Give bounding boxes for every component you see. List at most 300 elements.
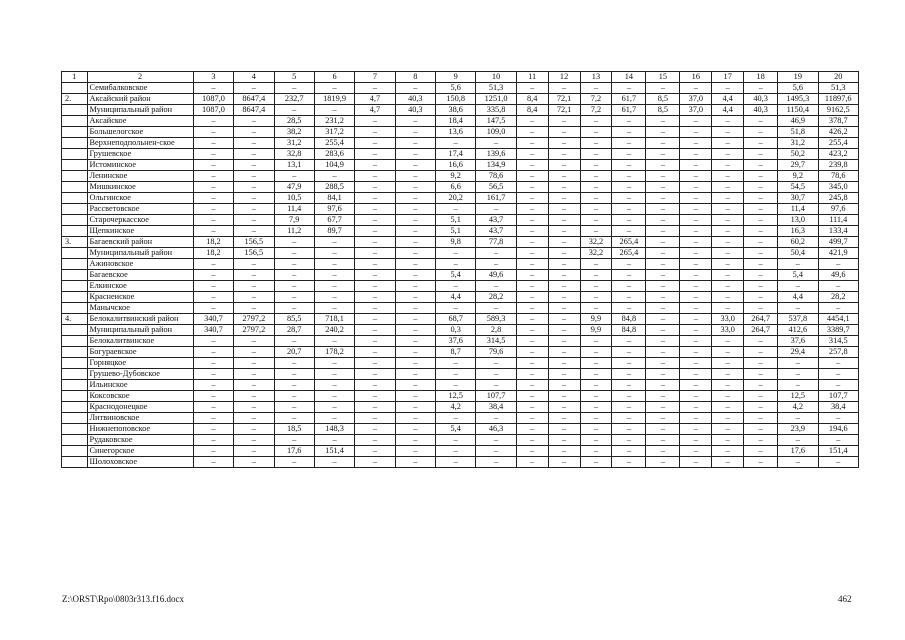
table-cell: – [193, 380, 233, 391]
table-cell: 8,5 [646, 105, 680, 116]
table-cell: – [516, 424, 548, 435]
table-cell: – [274, 457, 314, 468]
table-cell: 104,9 [314, 160, 354, 171]
table-cell: – [355, 259, 395, 270]
table-cell: – [580, 435, 612, 446]
table-cell: – [476, 446, 516, 457]
table-cell: – [744, 127, 778, 138]
table-cell: – [680, 325, 712, 336]
table-cell: – [680, 171, 712, 182]
table-cell: 61,7 [612, 105, 646, 116]
table-cell: – [395, 358, 435, 369]
row-number [62, 380, 88, 391]
table-cell: 32,2 [580, 237, 612, 248]
table-cell: 50,2 [778, 149, 818, 160]
table-cell: – [395, 215, 435, 226]
table-cell: 16,6 [436, 160, 476, 171]
table-cell: – [612, 380, 646, 391]
table-cell: – [680, 457, 712, 468]
table-cell: – [355, 215, 395, 226]
table-cell: 156,5 [234, 237, 274, 248]
table-cell: – [712, 237, 744, 248]
table-cell: – [744, 237, 778, 248]
row-number [62, 446, 88, 457]
row-number [62, 413, 88, 424]
table-cell: – [274, 435, 314, 446]
table-cell: – [436, 303, 476, 314]
table-cell: – [712, 149, 744, 160]
table-cell: – [516, 358, 548, 369]
table-cell: – [548, 281, 580, 292]
table-cell: – [744, 336, 778, 347]
table-cell: – [516, 281, 548, 292]
table-cell: – [712, 281, 744, 292]
table-cell: 3389,7 [818, 325, 858, 336]
table-cell: – [395, 325, 435, 336]
table-cell: – [395, 391, 435, 402]
table-cell: – [516, 380, 548, 391]
table-cell: 264,7 [744, 325, 778, 336]
table-cell: – [314, 457, 354, 468]
table-cell: – [193, 83, 233, 94]
table-cell: – [355, 424, 395, 435]
table-cell: – [516, 347, 548, 358]
table-cell: – [355, 457, 395, 468]
table-cell: – [516, 292, 548, 303]
row-number: 4. [62, 314, 88, 325]
table-cell: – [395, 138, 435, 149]
table-cell: – [234, 369, 274, 380]
table-cell: – [234, 380, 274, 391]
table-cell: – [314, 248, 354, 259]
table-cell: – [314, 369, 354, 380]
table-cell: 1819,9 [314, 94, 354, 105]
table-cell: – [712, 446, 744, 457]
table-cell: 29,7 [778, 160, 818, 171]
row-name: Рудаковское [87, 435, 193, 446]
table-cell: – [744, 160, 778, 171]
table-cell: 32,2 [580, 248, 612, 259]
table-cell: – [516, 369, 548, 380]
table-cell: – [274, 336, 314, 347]
table-cell: – [744, 281, 778, 292]
table-cell: 50,4 [778, 248, 818, 259]
table-cell: 31,2 [274, 138, 314, 149]
table-cell: – [314, 413, 354, 424]
table-cell: 151,4 [314, 446, 354, 457]
table-cell: 33,0 [712, 325, 744, 336]
table-row [62, 270, 859, 281]
table-cell: – [548, 358, 580, 369]
column-header: 19 [778, 72, 818, 83]
table-cell: 4,4 [712, 105, 744, 116]
table-cell: – [580, 281, 612, 292]
table-cell: – [580, 369, 612, 380]
table-cell: – [355, 336, 395, 347]
table-cell: – [646, 347, 680, 358]
column-header: 8 [395, 72, 435, 83]
column-header: 17 [712, 72, 744, 83]
table-row [62, 127, 859, 138]
table-cell: – [612, 369, 646, 380]
table-cell: 4454,1 [818, 314, 858, 325]
table-cell: – [193, 336, 233, 347]
table-cell: – [646, 248, 680, 259]
table-cell: – [234, 391, 274, 402]
table-cell: – [744, 391, 778, 402]
table-cell: – [516, 325, 548, 336]
table-cell: – [612, 457, 646, 468]
table-cell: – [234, 160, 274, 171]
table-cell: – [234, 259, 274, 270]
table-cell: 56,5 [476, 182, 516, 193]
row-number [62, 149, 88, 160]
table-cell: – [580, 204, 612, 215]
table-cell: 84,1 [314, 193, 354, 204]
row-number [62, 182, 88, 193]
table-cell: – [476, 380, 516, 391]
table-row [62, 94, 859, 105]
table-cell: – [646, 182, 680, 193]
table-cell: – [612, 204, 646, 215]
table-cell: – [680, 127, 712, 138]
table-cell: 139,6 [476, 149, 516, 160]
table-cell: – [193, 358, 233, 369]
table-cell: – [355, 116, 395, 127]
table-cell: – [355, 237, 395, 248]
table-cell: – [712, 292, 744, 303]
table-cell: – [436, 138, 476, 149]
table-cell: – [516, 446, 548, 457]
table-cell: – [712, 226, 744, 237]
table-cell: – [646, 171, 680, 182]
table-cell: – [395, 116, 435, 127]
table-cell: – [712, 259, 744, 270]
column-header: 15 [646, 72, 680, 83]
table-cell: 13,1 [274, 160, 314, 171]
table-cell: – [395, 446, 435, 457]
table-cell: – [612, 424, 646, 435]
table-cell: – [274, 358, 314, 369]
row-number [62, 457, 88, 468]
table-cell: 1087,0 [193, 94, 233, 105]
table-cell: – [234, 171, 274, 182]
table-cell: – [395, 204, 435, 215]
table-cell: – [193, 193, 233, 204]
table-cell: – [355, 435, 395, 446]
table-cell: – [712, 160, 744, 171]
table-cell: – [612, 270, 646, 281]
table-cell: 47,9 [274, 182, 314, 193]
table-cell: – [274, 83, 314, 94]
table-cell: 2797,2 [234, 325, 274, 336]
table-cell: – [680, 413, 712, 424]
table-cell: – [193, 259, 233, 270]
table-cell: – [548, 314, 580, 325]
table-cell: – [234, 292, 274, 303]
table-cell: – [712, 369, 744, 380]
table-cell: – [193, 391, 233, 402]
column-header: 7 [355, 72, 395, 83]
table-cell: – [314, 336, 354, 347]
table-cell: 240,2 [314, 325, 354, 336]
table-cell: – [314, 303, 354, 314]
table-cell: – [274, 369, 314, 380]
table-cell: 78,6 [476, 171, 516, 182]
table-cell: 156,5 [234, 248, 274, 259]
table-cell: 265,4 [612, 237, 646, 248]
row-number [62, 303, 88, 314]
table-cell: – [744, 138, 778, 149]
table-cell: – [274, 237, 314, 248]
table-cell: – [193, 149, 233, 160]
table-cell: 37,6 [778, 336, 818, 347]
table-cell: – [355, 193, 395, 204]
table-cell: – [234, 226, 274, 237]
table-cell: – [234, 435, 274, 446]
table-cell: – [646, 303, 680, 314]
column-header: 16 [680, 72, 712, 83]
table-cell: 9,8 [436, 237, 476, 248]
table-cell: – [314, 391, 354, 402]
table-cell: – [744, 435, 778, 446]
table-cell: – [548, 292, 580, 303]
table-cell: – [193, 138, 233, 149]
table-cell: – [355, 402, 395, 413]
table-row [62, 171, 859, 182]
row-number [62, 402, 88, 413]
table-cell: 133,4 [818, 226, 858, 237]
row-number [62, 105, 88, 116]
table-row [62, 314, 859, 325]
table-cell: – [193, 281, 233, 292]
table-cell: – [548, 424, 580, 435]
row-number [62, 160, 88, 171]
table-cell: – [612, 215, 646, 226]
table-cell: 72,1 [548, 94, 580, 105]
row-name: Нижнепоповское [87, 424, 193, 435]
table-cell: – [548, 380, 580, 391]
table-cell: – [712, 182, 744, 193]
table-cell: – [355, 171, 395, 182]
table-cell: – [516, 270, 548, 281]
table-cell: – [612, 281, 646, 292]
table-cell: 314,5 [818, 336, 858, 347]
table-cell: – [612, 446, 646, 457]
table-cell: – [646, 446, 680, 457]
table-cell: – [234, 138, 274, 149]
table-cell: 4,4 [778, 292, 818, 303]
table-cell: – [314, 171, 354, 182]
table-cell: 10,5 [274, 193, 314, 204]
table-cell: – [355, 138, 395, 149]
table-cell: – [395, 369, 435, 380]
table-cell: 11897,6 [818, 94, 858, 105]
table-cell: – [548, 215, 580, 226]
table-cell: 11,2 [274, 226, 314, 237]
table-cell: 255,4 [818, 138, 858, 149]
table-cell: – [680, 83, 712, 94]
table-cell: – [712, 336, 744, 347]
table-cell: – [234, 215, 274, 226]
table-row [62, 248, 859, 259]
table-cell: – [395, 303, 435, 314]
table-cell: – [712, 347, 744, 358]
table-cell: – [680, 248, 712, 259]
table-row [62, 160, 859, 171]
table-cell: – [818, 259, 858, 270]
table-cell: 18,2 [193, 237, 233, 248]
table-cell: 12,5 [436, 391, 476, 402]
table-cell: – [646, 160, 680, 171]
table-cell: – [516, 391, 548, 402]
table-cell: – [274, 380, 314, 391]
table-cell: – [234, 281, 274, 292]
table-cell: – [395, 270, 435, 281]
table-cell: 421,9 [818, 248, 858, 259]
table-cell: 5,1 [436, 215, 476, 226]
table-cell: – [646, 380, 680, 391]
table-cell: – [712, 116, 744, 127]
table-cell: 8,7 [436, 347, 476, 358]
table-cell: – [355, 303, 395, 314]
table-cell: 43,7 [476, 226, 516, 237]
table-row [62, 226, 859, 237]
table-row [62, 204, 859, 215]
row-number [62, 369, 88, 380]
table-cell: 6,6 [436, 182, 476, 193]
table-cell: – [712, 138, 744, 149]
table-cell: – [516, 457, 548, 468]
table-cell: – [680, 380, 712, 391]
table-cell: 67,7 [314, 215, 354, 226]
table-cell: – [193, 369, 233, 380]
row-number [62, 204, 88, 215]
table-cell: – [193, 215, 233, 226]
table-cell: 4,4 [712, 94, 744, 105]
table-cell: – [436, 369, 476, 380]
table-cell: 4,7 [355, 105, 395, 116]
table-cell: – [580, 259, 612, 270]
table-cell: 2797,2 [234, 314, 274, 325]
table-cell: – [516, 314, 548, 325]
table-cell: – [516, 215, 548, 226]
table-cell: – [646, 149, 680, 160]
table-row [62, 369, 859, 380]
data-table [61, 71, 859, 468]
table-cell: – [476, 457, 516, 468]
table-cell: 11,4 [778, 204, 818, 215]
table-cell: – [395, 127, 435, 138]
table-cell: 5,4 [778, 270, 818, 281]
table-cell: – [778, 457, 818, 468]
table-cell: – [355, 380, 395, 391]
table-cell: 46,3 [476, 424, 516, 435]
table-cell: – [680, 193, 712, 204]
table-cell: – [646, 237, 680, 248]
row-name: Шолоховское [87, 457, 193, 468]
table-cell: – [680, 336, 712, 347]
column-header: 11 [516, 72, 548, 83]
column-header: 5 [274, 72, 314, 83]
table-cell: 7,9 [274, 215, 314, 226]
table-cell: – [476, 369, 516, 380]
table-cell: 40,3 [395, 105, 435, 116]
column-header: 10 [476, 72, 516, 83]
table-cell: 265,4 [612, 248, 646, 259]
table-cell: – [818, 413, 858, 424]
row-name: Щепкинское [87, 226, 193, 237]
table-cell: 107,7 [476, 391, 516, 402]
table-cell: – [580, 149, 612, 160]
table-cell: – [476, 413, 516, 424]
table-cell: – [234, 303, 274, 314]
table-cell: 151,4 [818, 446, 858, 457]
table-cell: – [274, 413, 314, 424]
table-cell: – [580, 336, 612, 347]
table-row [62, 424, 859, 435]
table-cell: – [516, 259, 548, 270]
table-cell: – [612, 259, 646, 270]
table-cell: – [580, 83, 612, 94]
table-cell: – [818, 369, 858, 380]
table-cell: – [548, 446, 580, 457]
table-cell: – [646, 270, 680, 281]
table-cell: 178,2 [314, 347, 354, 358]
table-cell: – [516, 171, 548, 182]
table-cell: 61,7 [612, 94, 646, 105]
table-cell: 28,2 [818, 292, 858, 303]
table-cell: 17,4 [436, 149, 476, 160]
table-cell: – [436, 204, 476, 215]
table-cell: 89,7 [314, 226, 354, 237]
row-name: Литвиновское [87, 413, 193, 424]
table-cell: – [355, 292, 395, 303]
row-name: Мишкинское [87, 182, 193, 193]
table-cell: 8,4 [516, 105, 548, 116]
table-cell: 8,5 [646, 94, 680, 105]
table-cell: – [548, 116, 580, 127]
table-cell: 4,7 [355, 94, 395, 105]
table-cell: – [680, 347, 712, 358]
table-cell: 79,6 [476, 347, 516, 358]
table-cell: – [234, 116, 274, 127]
table-cell: – [646, 226, 680, 237]
table-cell: 423,2 [818, 149, 858, 160]
table-cell: – [314, 83, 354, 94]
table-cell: 40,3 [744, 94, 778, 105]
table-cell: 161,7 [476, 193, 516, 204]
row-number [62, 138, 88, 149]
row-name: Богураевское [87, 347, 193, 358]
table-cell: – [580, 193, 612, 204]
table-cell: – [516, 413, 548, 424]
row-name: Муниципальный район [87, 248, 193, 259]
table-cell: – [355, 413, 395, 424]
table-cell: – [436, 413, 476, 424]
table-cell: 5,6 [436, 83, 476, 94]
row-name: Семибалковское [87, 83, 193, 94]
table-cell: 9,2 [436, 171, 476, 182]
table-cell: – [646, 358, 680, 369]
row-name: Ольгинское [87, 193, 193, 204]
table-cell: 46,9 [778, 116, 818, 127]
table-cell: – [234, 347, 274, 358]
table-cell: – [355, 314, 395, 325]
table-cell: – [314, 270, 354, 281]
column-header: 12 [548, 72, 580, 83]
table-cell: 4,4 [436, 292, 476, 303]
